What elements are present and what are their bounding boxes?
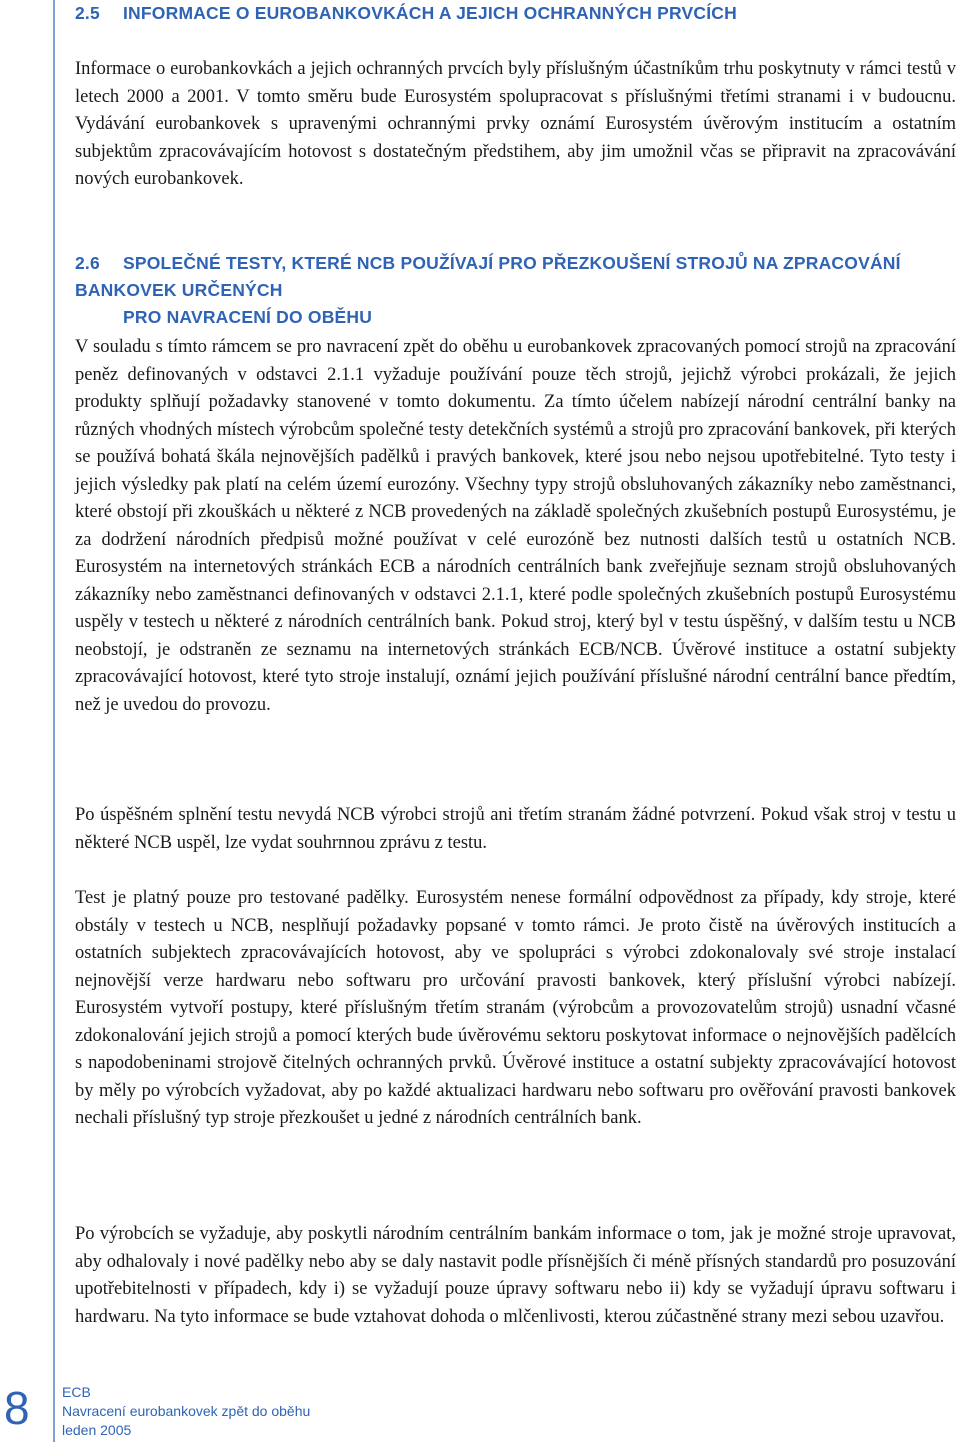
- paragraph: Po výrobcích se vyžaduje, aby poskytli národním centrálním bankám informace o tom, jak je možné stroje upravovat, aby odhalovaly i nové padělky nebo aby se daly nastavit podle přísnějších či méně přísných standardů pro posuzování upotřebitelnosti v případech, kdy i) se vyžadují pouze úpravy softwaru nebo ii) kdy se vyžadují úpravu softwaru i hardwaru. Na tyto informace se bude vztahovat dohoda o mlčenlivosti, kterou zúčastněné strany mezi sebou uzavřou.: [75, 1224, 956, 1327]
- paragraph: V souladu s tímto rámcem se pro navracení zpět do oběhu u eurobankovek zpracovaných pomocí strojů na zpracování peněz definovaných v odstavci 2.1.1 vyžaduje používání pouze těch strojů, jejichž výrobci prokázali, že jejich produkty splňují požadavky stanovené v tomto dokumentu. Za tímto účelem nabízejí národní centrální banky na různých vhodných místech výrobcům společné testy detekčních systémů a strojů pro zpracování bankovek, při kterých se používá bohatá škála nejnovějších padělků i pravých bankovek, které jsou nebo nejsou upotřebitelné. Tyto testy i jejich výsledky pak platí na celém území eurozóny. Všechny typy strojů obsluhovaných zákazníky nebo zaměstnanci, které obstojí při zkouškách u některé z NCB provedených na základě společných zkušebních postupů Eurosystému, je za dodržení národních předpisů možné používat v celé eurozóně bez nutnosti dalších testů u ostatních NCB. Eurosystém na internetových stránkách ECB a národních centrálních bank zveřejňuje seznam strojů obsluhovaných zákazníky nebo zaměstnanci definovaných v odstavci 2.1.1, které podle společných zkušebních postupů Eurosystému uspěly v testech u některé z národních centrálních bank. Pokud stroj, který byl v testu úspěšný, v dalším testu u NCB neobstojí, je odstraněn ze seznamu na internetových stránkách ECB/NCB. Úvěrové instituce a ostatní subjekty zpracovávající hotovost, které tyto stroje instalují, oznámí jejich používání příslušné národní centrální bance předtím, než je uvedou do provozu.: [75, 337, 956, 715]
- section-title: INFORMACE O EUROBANKOVKÁCH A JEJICH OCHRANNÝCH PRVCÍCH: [123, 3, 737, 23]
- paragraph: Po úspěšném splnění testu nevydá NCB výrobci strojů ani třetím stranám žádné potvrzení. Pokud však stroj v testu u některé NCB uspěl, lze vydat souhrnnou zprávu z testu.: [75, 805, 956, 853]
- section-title-line2: PRO NAVRACENÍ DO OBĚHU: [123, 307, 373, 327]
- section-heading-2-6: [75, 250, 956, 331]
- section-number: 2.5: [75, 3, 100, 23]
- paragraph: Test je platný pouze pro testované padělky. Eurosystém nenese formální odpovědnost za případy, kdy stroje, které obstály v testech u NCB, nesplňují požadavky popsané v tomto rámci. Je proto čistě na úvěrových institucích a ostatních subjektech zpracovávajících hotovost, aby ve spolupráci s výrobci zdokonalovaly své stroje instalací nejnovější verze hardwaru nebo softwaru pro určování pravosti bankovek, který příslušní výrobci nabízejí. Eurosystém vytvoří postupy, které příslušným třetím stranám (výrobcům a provozovatelům strojů) usnadní včasné zdokonalování jejich strojů a pomocí kterých bude úvěrovému sektoru poskytovat informace o nejnovějších padělcích s napodobeninami strojově čitelných ochranných prvků. Úvěrové instituce a ostatní subjekty zpracovávající hotovost by měly po výrobcích vyžadovat, aby po každé aktualizaci hardwaru nebo softwaru pro ověřování pravosti bankovek nechali příslušný typ stroje přezkoušet u jedné z národních centrálních bank.: [75, 888, 956, 1128]
- section-title-line1: SPOLEČNÉ TESTY, KTERÉ NCB POUŽÍVAJÍ PRO PŘEZKOUŠENÍ STROJŮ NA ZPRACOVÁNÍ BANKOVEK URČENÝCH: [75, 253, 901, 300]
- section-number: 2.6: [75, 253, 100, 273]
- footer-doc-title: Navracení eurobankovek zpět do oběhu: [62, 1403, 311, 1419]
- footer-date: leden 2005: [62, 1422, 132, 1438]
- footer-org: ECB: [62, 1384, 91, 1400]
- section-heading-2-5: [75, 0, 956, 27]
- left-margin-rule: [53, 0, 55, 1442]
- page-number: 8: [4, 1382, 30, 1434]
- footer: [62, 1383, 310, 1440]
- paragraph: Informace o eurobankovkách a jejich ochranných prvcích byly příslušným účastníkům trhu poskytnuty v rámci testů v letech 2000 a 2001. V tomto směru bude Eurosystém spolupracovat s příslušnými třetími stranami i v budoucnu. Vydávání eurobankovek s upravenými ochrannými prvky oznámí Eurosystém úvěrovým institucím a ostatním subjektům zpracovávajícím hotovost s dostatečným předstihem, aby jim umožnil včas se připravit na zpracovávání nových eurobankovek.: [75, 59, 956, 189]
